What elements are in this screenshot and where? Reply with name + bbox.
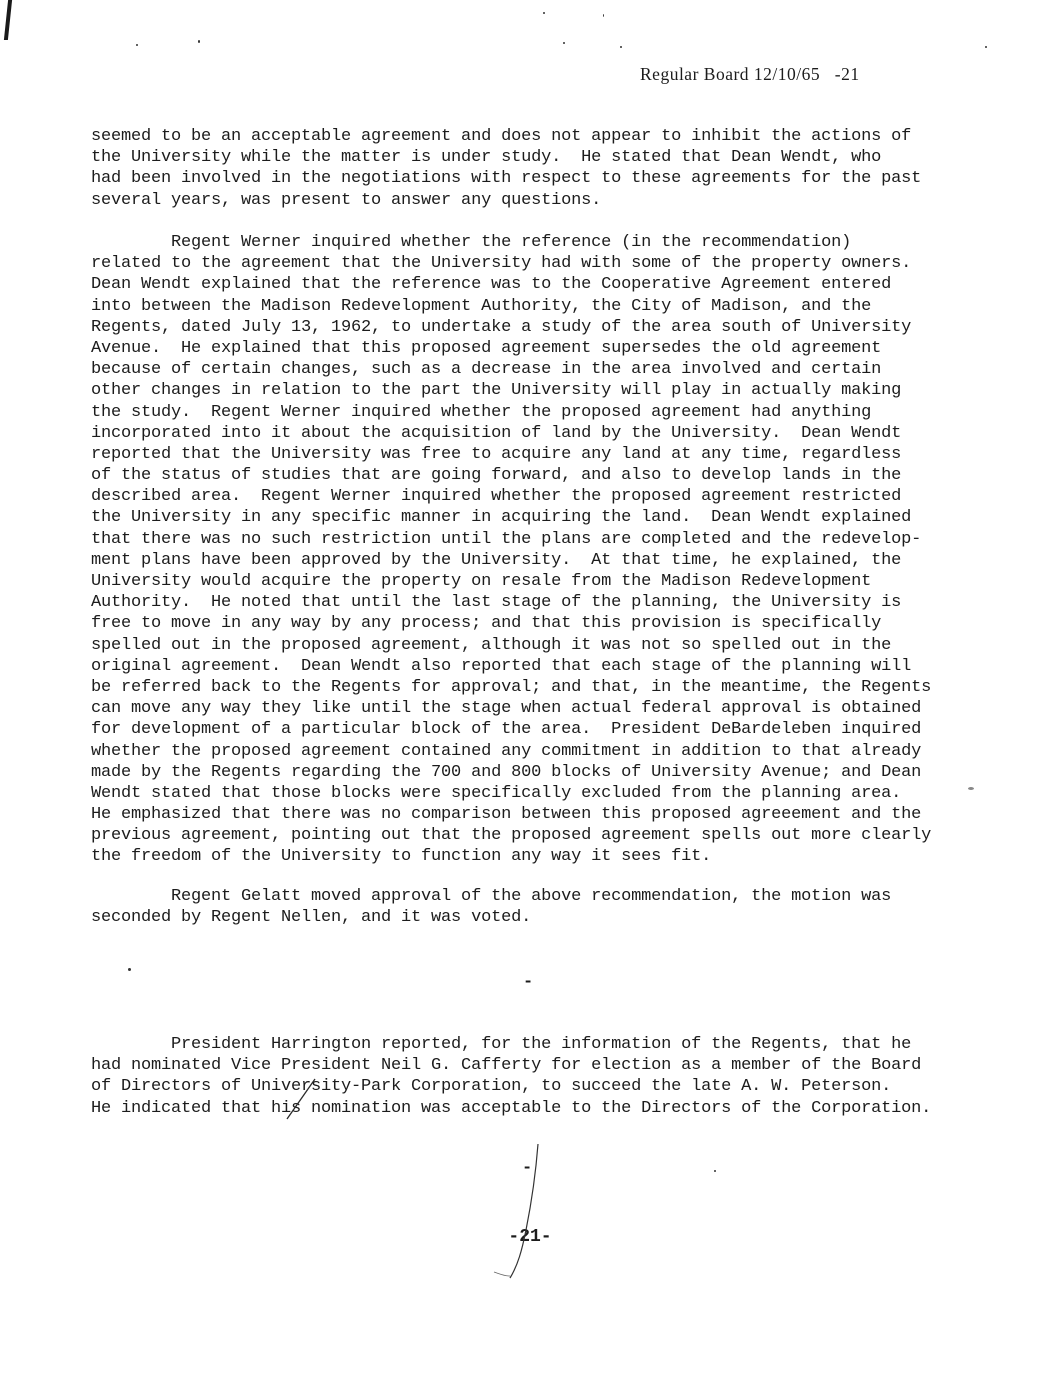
handwritten-slash-mark [279,1075,319,1125]
paragraph-continuation [91,126,981,211]
scan-speck [620,46,622,48]
text-line: He emphasized that there was no comparison between this proposed agreeement and the [91,805,922,825]
scan-speck [563,42,565,44]
text-line: related to the agreement that the University had with some of the property owners. [91,254,912,274]
text-line: University would acquire the property on resale from the Madison Redevelopment [91,572,872,591]
text-line: the University while the matter is under study. He stated that Dean Wendt, who [91,148,882,168]
text-line: spelled out in the proposed agreement, although it was not so spelled out in the [91,635,892,655]
scan-speck [985,46,987,48]
paragraph-harrington-report [91,1034,981,1119]
text-line: incorporated into it about the acquisition of land by the University. Dean Wendt [91,423,902,443]
bottom-separator: - [522,1159,533,1178]
header-document-title: Regular Board 12/10/65 [640,64,821,84]
text-line: Avenue. He explained that this proposed agreement supersedes the old agreement [91,338,882,358]
text-line: Wendt stated that those blocks were specifically excluded from the planning area. [91,783,902,803]
text-line: had nominated Vice President Neil G. Cafferty for election as a member of the Board [91,1056,922,1076]
text-line: seconded by Regent Nellen, and it was voted. [91,908,532,928]
text-line: of Directors of University-Park Corporation, to succeed the late A. W. Peterson. [91,1077,892,1097]
text-line: the University in any specific manner in acquiring the land. Dean Wendt explained [91,508,912,528]
text-line: Regent Werner inquired whether the reference (in the recommendation) [91,233,852,252]
paragraph-werner-inquiry [91,232,981,868]
text-line: He indicated that his nomination was acceptable to the Directors of the Corporation. [91,1098,932,1118]
text-line: for development of a particular block of the area. President DeBardeleben inquired [91,720,922,740]
scan-speck [968,787,974,790]
text-line: of the status of studies that are going forward, and also to develop lands in the [91,466,902,486]
text-line: seemed to be an acceptable agreement and does not appear to inhibit the actions of [91,127,912,146]
text-line: into between the Madison Redevelopment Authority, the City of Madison, and the [91,296,872,316]
paragraph-motion [91,886,981,928]
page-header [640,62,970,86]
text-line: the study. Regent Werner inquired whether the proposed agreement had anything [91,402,872,422]
page-number: -21- [508,1227,552,1247]
text-line: ment plans have been approved by the University. At that time, he explained, the [91,550,902,570]
text-line: be referred back to the Regents for approval; and that, in the meantime, the Regents [91,677,932,697]
text-line: had been involved in the negotiations with respect to these agreements for the past [91,169,922,189]
text-line: President Harrington reported, for the information of the Regents, that he [91,1035,912,1054]
scan-speck [128,968,131,971]
text-line: free to move in any way by any process; and that this provision is specifically [91,614,882,634]
text-line: reported that the University was free to acquire any land at any time, regardless [91,444,902,464]
scan-edge-mark [4,0,12,40]
text-line: other changes in relation to the part the University will play in actually making [91,381,902,401]
text-line: that there was no such restriction until the plans are completed and the redevelop- [91,529,922,549]
text-line: whether the proposed agreement contained any commitment in addition to that already [91,741,922,761]
text-line: the freedom of the University to function any way it sees fit. [91,847,712,867]
scan-speck [603,14,604,17]
text-line: original agreement. Dean Wendt also reported that each stage of the planning will [91,656,912,676]
handwritten-pen-stroke [490,1140,560,1290]
scan-speck [714,1170,716,1172]
scan-speck [543,12,545,14]
text-line: Regents, dated July 13, 1962, to undertake a study of the area south of University [91,317,912,337]
section-separator: - [523,973,534,992]
text-line: made by the Regents regarding the 700 and 800 blocks of University Avenue; and Dean [91,762,922,782]
text-line: previous agreement, pointing out that the proposed agreement spells out more clearly [91,826,932,846]
scan-speck [198,40,200,43]
text-line: because of certain changes, such as a decrease in the area involved and certain [91,360,882,380]
text-line: can move any way they like until the stage when actual federal approval is obtained [91,699,922,719]
text-line: described area. Regent Werner inquired whether the proposed agreement restricted [91,487,902,507]
text-line: Regent Gelatt moved approval of the above recommendation, the motion was [91,887,892,906]
text-line: Authority. He noted that until the last stage of the planning, the University is [91,593,902,613]
header-page-ref: -21 [834,64,860,84]
text-line: several years, was present to answer any questions. [91,190,602,210]
scan-speck [136,44,138,46]
text-line: Dean Wendt explained that the reference was to the Cooperative Agreement entered [91,275,892,295]
